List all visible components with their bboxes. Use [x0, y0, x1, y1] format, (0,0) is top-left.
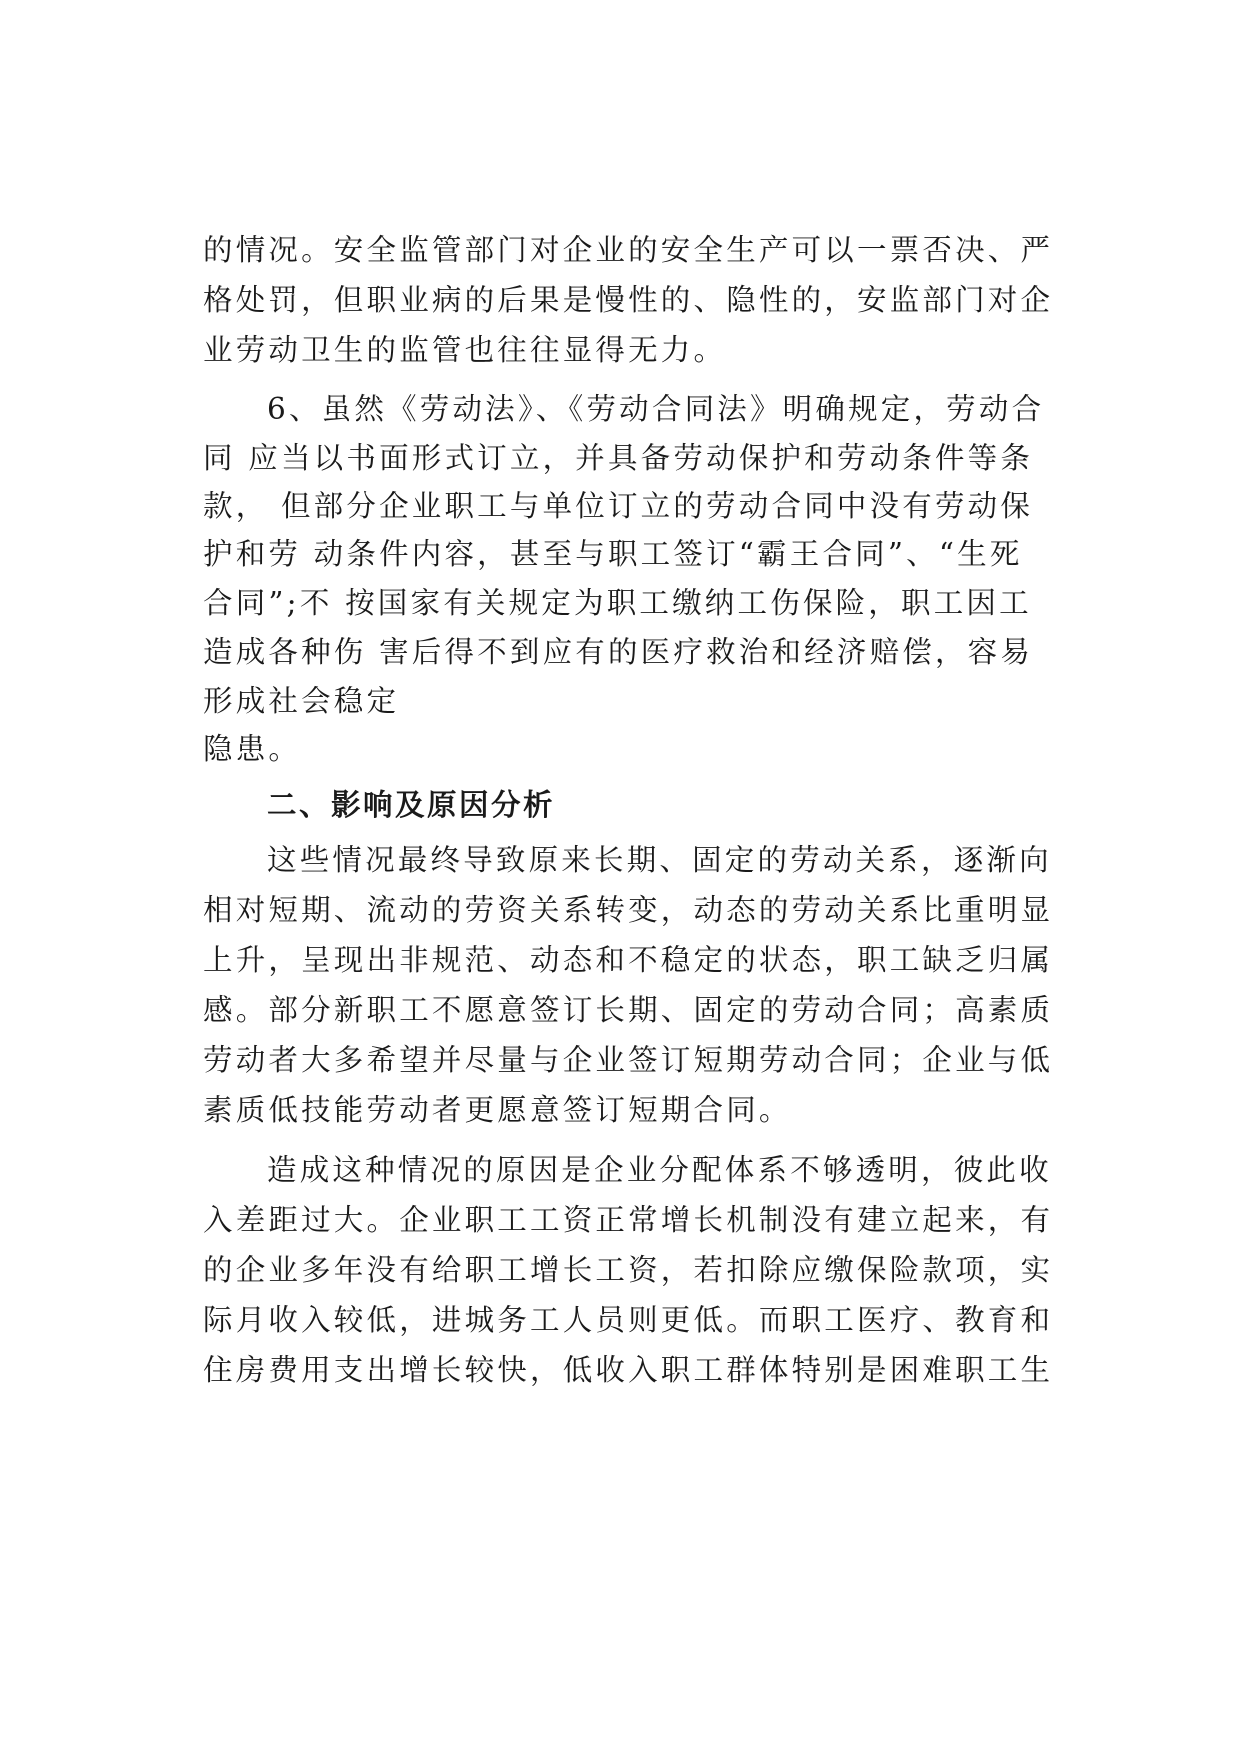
- paragraph-line: 同 应当以书面形式订立，并具备劳动保护和劳动条件等条: [203, 441, 1034, 475]
- paragraph-line: 相对短期、流动的劳资关系转变，动态的劳动关系比重明显: [203, 893, 1054, 927]
- paragraph-line: 的企业多年没有给职工增长工资，若扣除应缴保险款项，实: [203, 1253, 1054, 1287]
- paragraph-line: 劳动者大多希望并尽量与企业签订短期劳动合同；企业与低: [203, 1043, 1054, 1077]
- paragraph-line: 隐患。: [203, 732, 302, 766]
- paragraph-line: 的情况。安全监管部门对企业的安全生产可以一票否决、严: [203, 233, 1054, 267]
- paragraph-line: 6、虽然《劳动法》、《劳动合同法》明确规定，劳动合: [267, 392, 1045, 426]
- paragraph-line: 护和劳 动条件内容，甚至与职工签订“霸王合同”、“生死: [203, 537, 1023, 571]
- paragraph-line: 造成各种伤 害后得不到应有的医疗救治和经济赔偿，容易: [203, 635, 1034, 669]
- paragraph-line: 形成社会稳定: [203, 684, 400, 718]
- paragraph-line: 格处罚，但职业病的后果是慢性的、隐性的，安监部门对企: [203, 283, 1054, 317]
- paragraph-line: 素质低技能劳动者更愿意签订短期合同。: [203, 1093, 792, 1127]
- paragraph-line: 合同”;不 按国家有关规定为职工缴纳工伤保险，职工因工: [203, 586, 1032, 620]
- paragraph-line: 住房费用支出增长较快，低收入职工群体特别是困难职工生: [203, 1353, 1054, 1387]
- paragraph-line: 入差距过大。企业职工工资正常增长机制没有建立起来，有: [203, 1203, 1054, 1237]
- paragraph-line: 感。部分新职工不愿意签订长期、固定的劳动合同；高素质: [203, 993, 1054, 1027]
- paragraph-line: 这些情况最终导致原来长期、固定的劳动关系，逐渐向: [267, 843, 1052, 877]
- paragraph-line: 款， 但部分企业职工与单位订立的劳动合同中没有劳动保: [203, 489, 1034, 523]
- section-heading: 二、影响及原因分析: [267, 788, 556, 822]
- paragraph-line: 际月收入较低，进城务工人员则更低。而职工医疗、教育和: [203, 1303, 1054, 1337]
- paragraph-line: 业劳动卫生的监管也往往显得无力。: [203, 333, 727, 367]
- paragraph-line: 上升，呈现出非规范、动态和不稳定的状态，职工缺乏归属: [203, 943, 1054, 977]
- paragraph-line: 造成这种情况的原因是企业分配体系不够透明，彼此收: [267, 1153, 1052, 1187]
